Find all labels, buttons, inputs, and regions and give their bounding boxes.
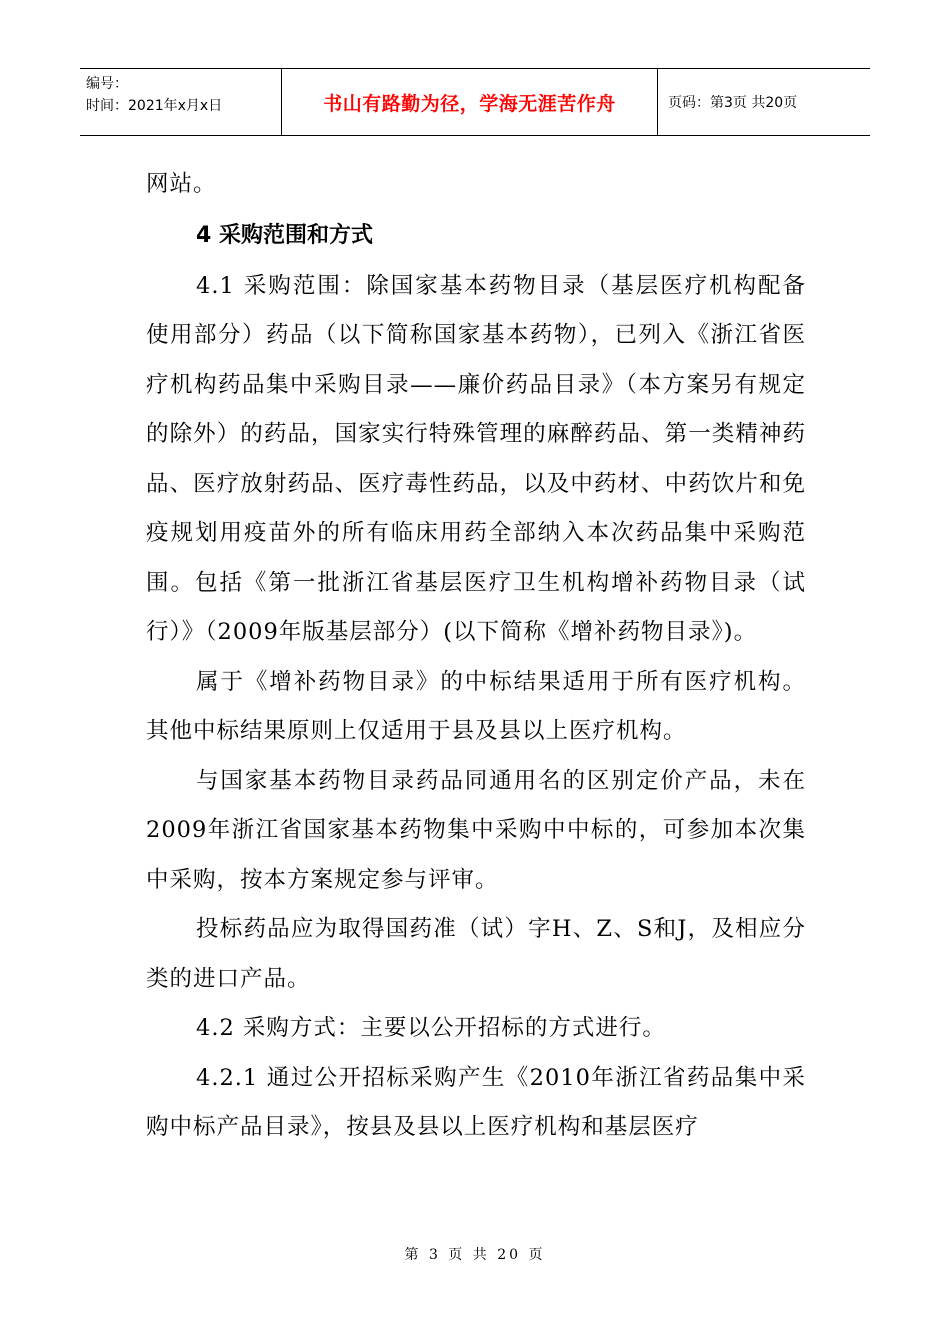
section-heading: 4 采购范围和方式 xyxy=(196,222,373,248)
paragraph: 4.1 采购范围：除国家基本药物目录（基层医疗机构配备使用部分）药品（以下简称国家基本药物），已列入《浙江省医疗机构药品集中采购目录——廉价药品目录》（本方案另有规定的除外）的药品，国家实行特殊管理的麻醉药品、第一类精神药品、医疗放射药品、医疗毒性药品，以及中药材、中药饮片和免疫规划用疫苗外的所有临床用药全部纳入本次药品集中采购范围。包括《第一批浙江省基层医疗卫生机构增补药物目录（试行）》（2009年版基层部分）(以下简称《增补药物目录》)。 xyxy=(146,272,806,645)
paragraph: 4.2.1 通过公开招标采购产生《2010年浙江省药品集中采购中标产品目录》，按县及县以上医疗机构和基层医疗 xyxy=(146,1064,806,1140)
header-page-info: 页码：第3页 共20页 xyxy=(668,95,798,111)
paragraph: 属于《增补药物目录》的中标结果适用于所有医疗机构。其他中标结果原则上仅适用于县及县以上医疗机构。 xyxy=(146,668,806,744)
page-footer: 第 3 页 共 20 页 xyxy=(404,1247,546,1263)
document-number-label: 编号： xyxy=(86,76,128,92)
document-time-label: 时间：2021年x月x日 xyxy=(86,98,223,114)
document-body xyxy=(146,160,806,1153)
paragraph: 与国家基本药物目录药品同通用名的区别定价产品，未在2009年浙江省国家基本药物集中采购中中标的，可参加本次集中采购，按本方案规定参与评审。 xyxy=(146,767,806,893)
paragraph-continuation: 网站。 xyxy=(146,171,217,197)
header-left-cell xyxy=(80,69,282,135)
paragraph: 投标药品应为取得国药准（试）字H、Z、S和J，及相应分类的进口产品。 xyxy=(146,916,806,992)
document-header xyxy=(80,68,870,136)
header-motto: 书山有路勤为径，学海无涯苦作舟 xyxy=(282,69,658,135)
paragraph: 4.2 采购方式：主要以公开招标的方式进行。 xyxy=(196,1015,666,1041)
